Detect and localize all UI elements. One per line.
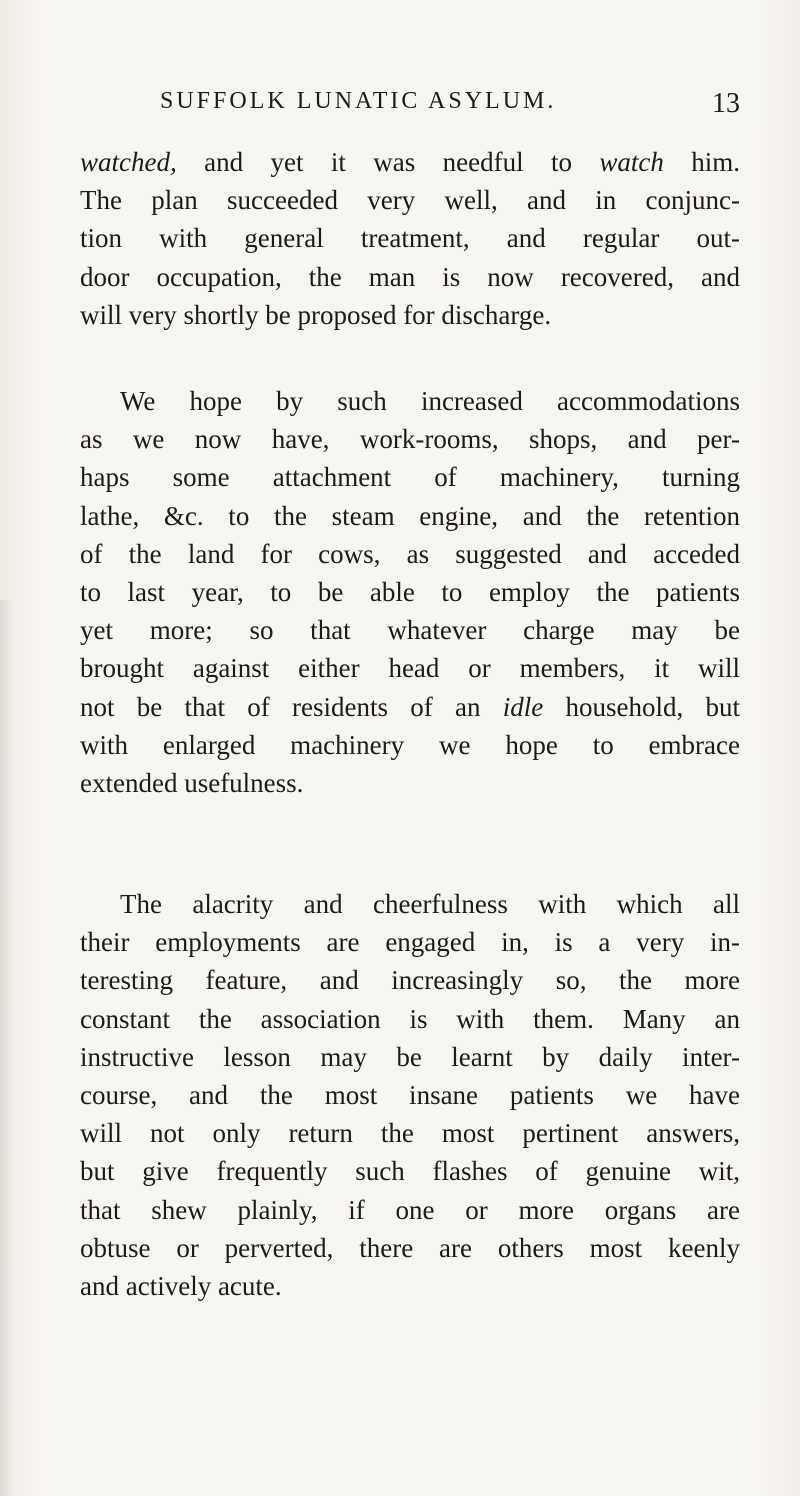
- page-number: 13: [712, 88, 740, 119]
- text-line: [80, 726, 740, 764]
- text-line: [80, 1114, 740, 1152]
- text-run: that shew plainly, if one or more organs are: [80, 1194, 740, 1225]
- text-run: of the land for cows, as suggested and acceded: [80, 538, 740, 569]
- text-line: [80, 1152, 740, 1190]
- text-run: to last year, to be able to employ the patients: [80, 576, 740, 607]
- text-line: [80, 143, 740, 181]
- text-line: [80, 649, 740, 687]
- binding-gutter-shadow: [0, 600, 14, 1496]
- text-line: [80, 382, 740, 420]
- text-run: brought against either head or members, it will: [80, 653, 740, 684]
- running-title: SUFFOLK LUNATIC ASYLUM.: [160, 88, 557, 114]
- text-run: The plan succeeded very well, and in conjunc-: [80, 185, 740, 216]
- text-run: instructive lesson may be learnt by daily inter-: [80, 1041, 740, 1072]
- text-line: [80, 1038, 740, 1076]
- text-run: and yet it was needful to: [176, 147, 600, 177]
- running-head: [160, 88, 740, 128]
- text-line: [80, 1191, 740, 1229]
- text-line: [80, 1229, 740, 1267]
- text-line: [80, 573, 740, 611]
- text-run: not be that of residents of an: [80, 691, 503, 722]
- paragraph-watched: [80, 143, 740, 334]
- text-line: [80, 535, 740, 573]
- text-line: [80, 497, 740, 535]
- text-run: with enlarged machinery we hope to embrace: [80, 729, 740, 760]
- text-run: their employments are engaged in, is a very in-: [80, 927, 740, 958]
- text-line: [80, 764, 740, 802]
- text-line: [80, 296, 740, 334]
- text-line: [80, 1267, 740, 1305]
- text-line: [80, 885, 740, 923]
- text-run: extended usefulness.: [80, 767, 304, 798]
- text-run: constant the association is with them. Many an: [80, 1003, 740, 1034]
- text-line: [80, 1000, 740, 1038]
- text-run: as we now have, work-rooms, shops, and per-: [80, 424, 740, 455]
- text-line: [80, 961, 740, 999]
- text-line: [80, 420, 740, 458]
- text-run: will very shortly be proposed for discharge.: [80, 299, 552, 330]
- text-run: yet more; so that whatever charge may be: [80, 615, 740, 646]
- text-run: teresting feature, and increasingly so, the more: [80, 965, 740, 996]
- text-run: obtuse or perverted, there are others most keenly: [80, 1232, 740, 1263]
- text-line: [80, 219, 740, 257]
- text-line: [80, 923, 740, 961]
- text-run: and actively acute.: [80, 1270, 282, 1301]
- text-line: [80, 258, 740, 296]
- text-run: him.: [663, 147, 740, 177]
- text-run: The alacrity and cheerfulness with which all: [120, 889, 740, 919]
- text-run: haps some attachment of machinery, turning: [80, 462, 740, 493]
- italic-text-run: watched,: [80, 147, 177, 177]
- text-line: [80, 611, 740, 649]
- italic-text-run: idle: [502, 691, 544, 722]
- text-line: [80, 181, 740, 219]
- text-run: will not only return the most pertinent answers,: [80, 1118, 740, 1149]
- italic-text-run: watch: [599, 147, 664, 177]
- text-run: but give frequently such flashes of genuine wit,: [80, 1156, 740, 1187]
- text-run: lathe, &c. to the steam engine, and the retention: [80, 500, 740, 531]
- text-line: [80, 688, 740, 726]
- text-run: course, and the most insane patients we have: [80, 1079, 740, 1110]
- text-run: tion with general treatment, and regular out-: [80, 223, 740, 254]
- text-line: [80, 458, 740, 496]
- text-run: household, but: [543, 691, 740, 722]
- paragraph-accommodations: [80, 382, 740, 802]
- text-run: door occupation, the man is now recovered, and: [80, 261, 740, 292]
- text-run: We hope by such increased accommodations: [120, 386, 740, 416]
- paragraph-alacrity: [80, 885, 740, 1305]
- text-line: [80, 1076, 740, 1114]
